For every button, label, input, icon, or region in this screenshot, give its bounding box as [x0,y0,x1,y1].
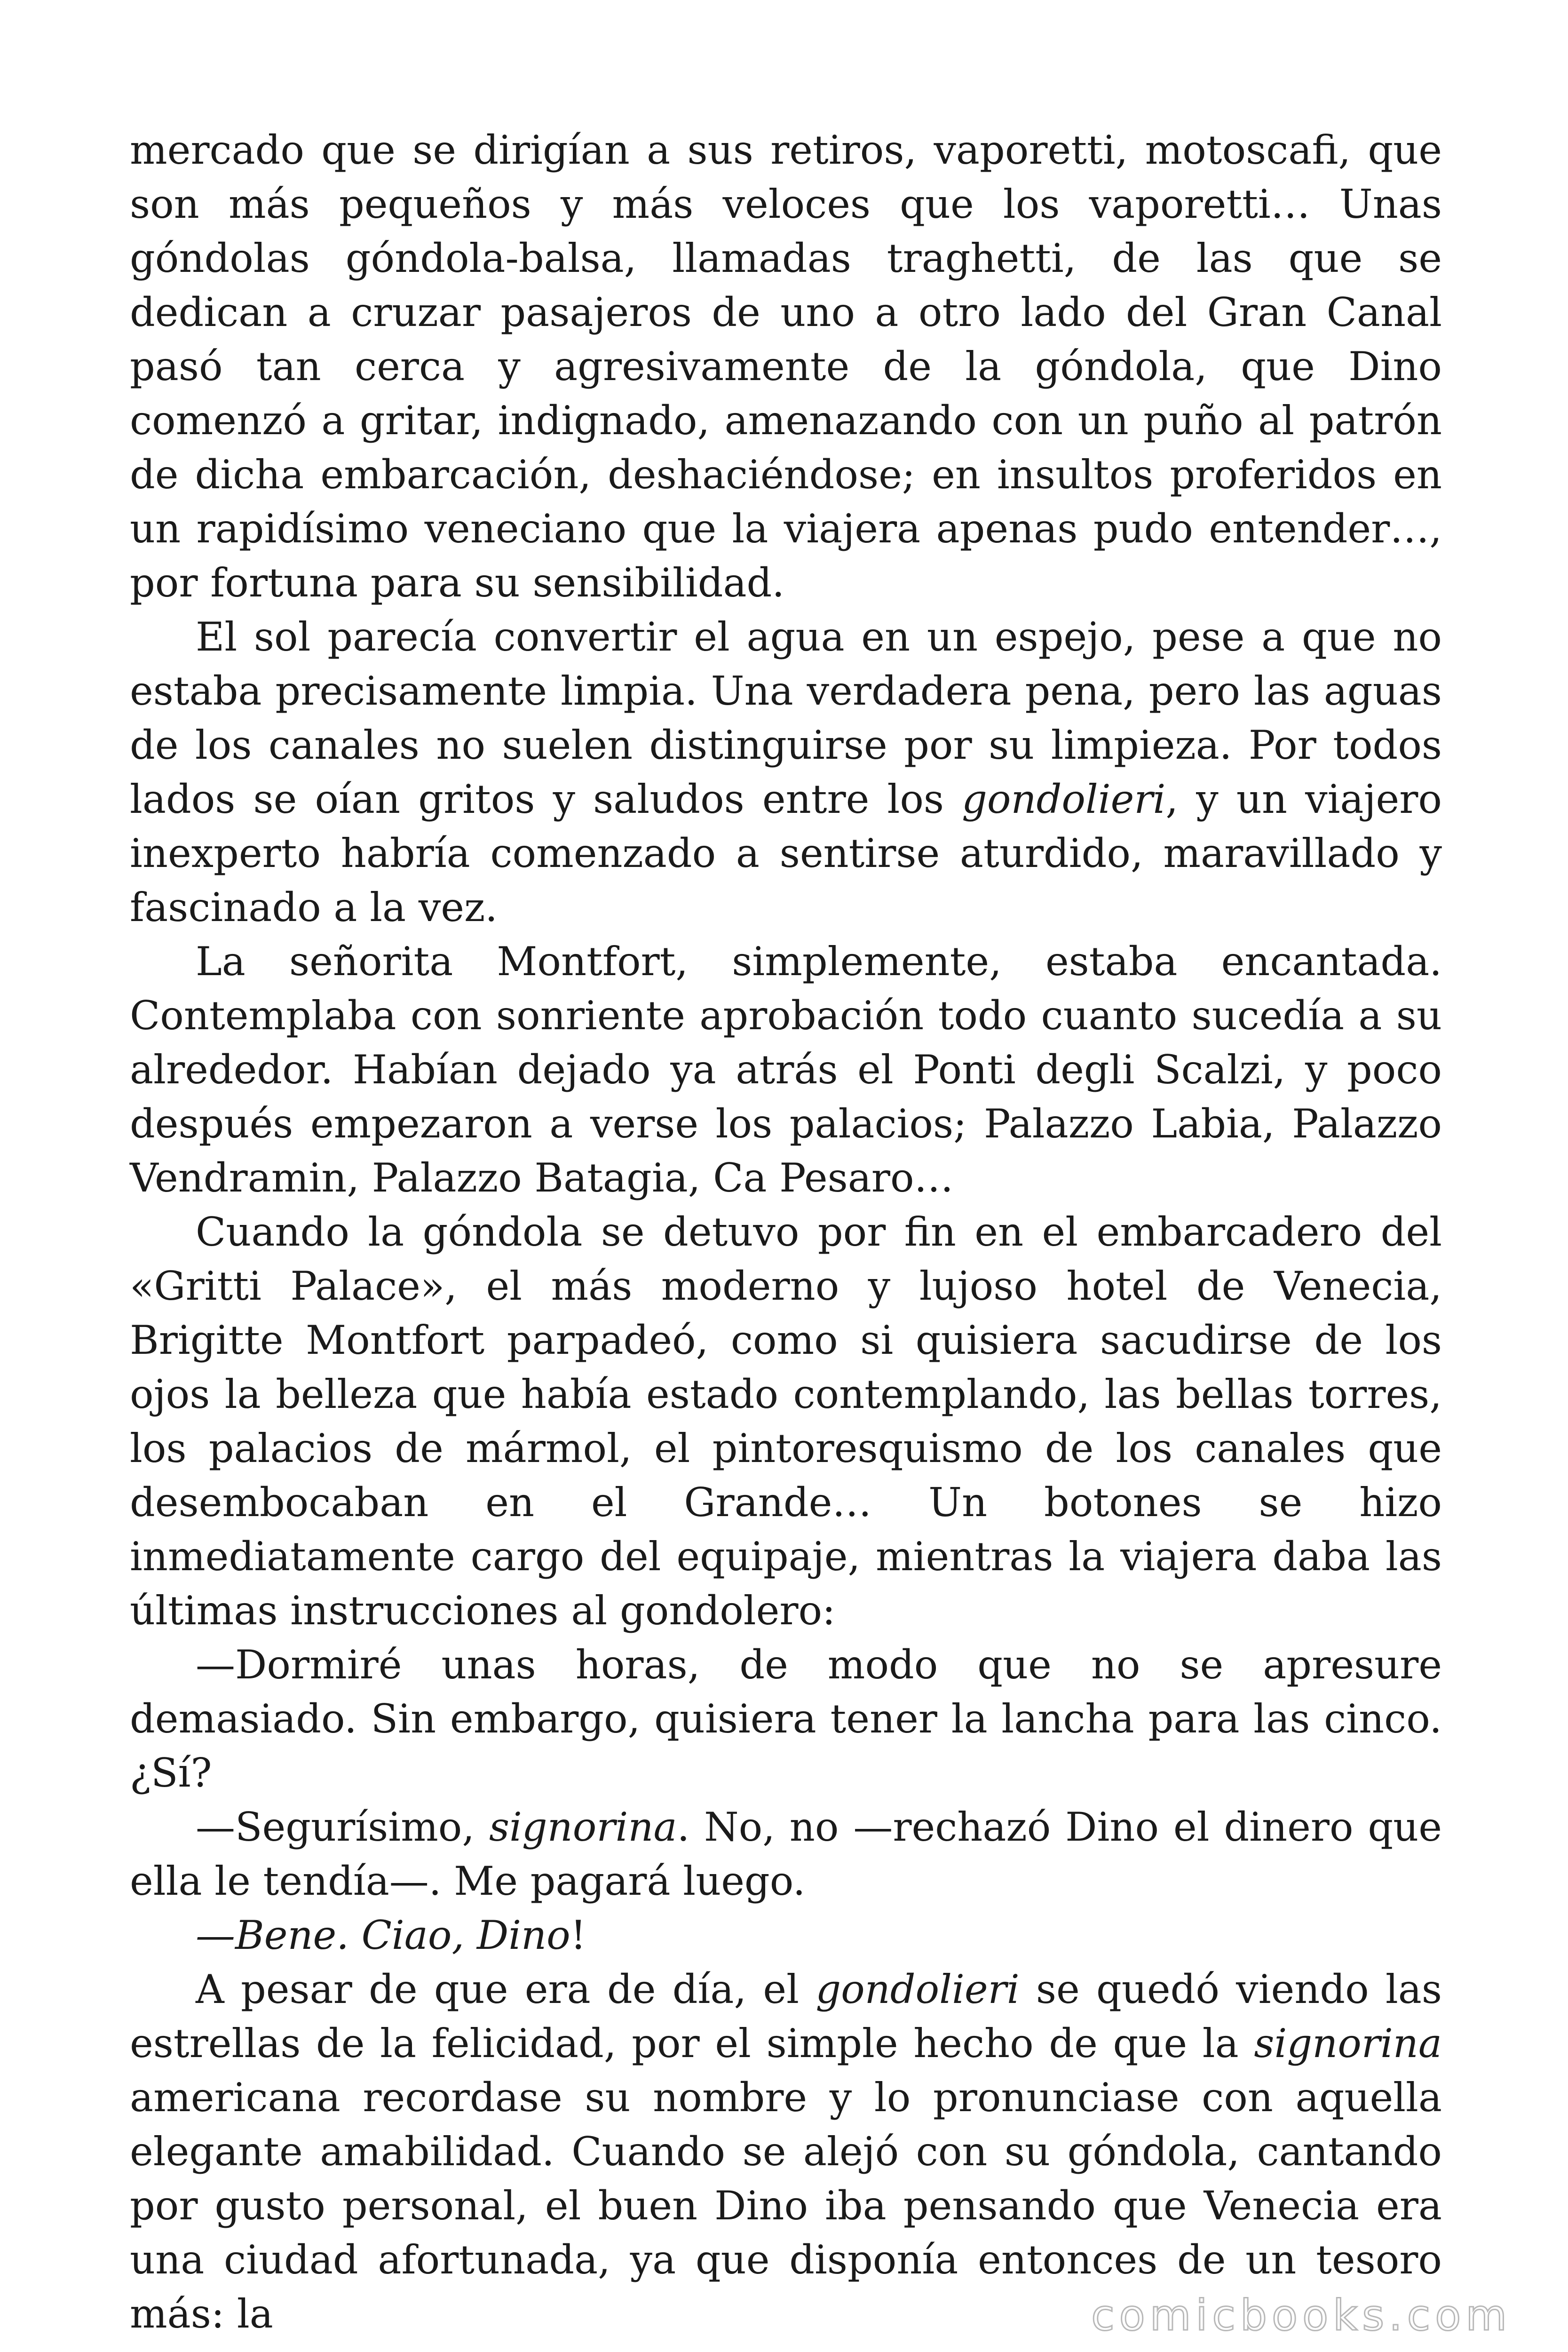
paragraph [130,1205,1442,1638]
paragraph [130,1963,1442,2341]
paragraph [130,1908,1442,1963]
text-segment: mercado que se dirigían a sus retiros, vaporetti, motoscafi, que son más pequeños y más veloces que los vaporetti… Unas góndolas góndola-balsa, llamadas traghetti, de las que se dedican a cruzar pasajeros de uno a otro lado del Gran Canal pasó tan cerca y agresivamente de la góndola, que Dino comenzó a gritar, indignado, amenazando con un puño al patrón de dicha embarcación, deshaciéndose; en insultos proferidos en un rapidísimo veneciano que la viajera apenas pudo entender…, por fortuna para su sensibilidad. [130,127,1442,606]
watermark: comicbooks.com [1091,2291,1512,2340]
text-segment: ! [570,1912,586,1958]
italic-text: —Bene. Ciao, Dino [196,1912,570,1958]
paragraph [130,123,1442,610]
italic-text: signorina [1254,2020,1442,2066]
paragraph [130,935,1442,1205]
text-segment: Cuando la góndola se detuvo por fin en el embarcadero del «Gritti Palace», el más moderno y lujoso hotel de Venecia, Brigitte Montfort parpadeó, como si quisiera sacudirse de los ojos la belleza que había estado contemplando, las bellas torres, los palacios de mármol, el pintoresquismo de los canales que desembocaban en el Grande… Un botones se hizo inmediatamente cargo del equipaje, mientras la viajera daba las últimas instrucciones al gondolero: [130,1209,1442,1634]
paragraph [130,610,1442,935]
page-text [130,123,1442,2341]
italic-text: signorina [489,1804,677,1850]
italic-text: gondolieri [816,1966,1020,2012]
text-segment: A pesar de que era de día, el [196,1966,816,2012]
text-segment: La señorita Montfort, simplemente, estaba encantada. Contemplaba con sonriente aprobación todo cuanto sucedía a su alrededor. Habían dejado ya atrás el Ponti degli Scalzi, y poco después empezaron a verse los palacios; Palazzo Labia, Palazzo Vendramin, Palazzo Batagia, Ca Pesaro… [130,938,1442,1201]
text-segment: , y un viajero inexperto habría comenzado a sentirse aturdido, maravillado y fascinado a la vez. [130,776,1442,930]
text-segment: se quedó viendo las estrellas de la felicidad, por el simple hecho de que la [130,1966,1442,2066]
text-segment: El sol parecía convertir el agua en un espejo, pese a que no estaba precisamente limpia. Una verdadera pena, pero las aguas de los canales no suelen distinguirse por su limpieza. Por todos lados se oían gritos y saludos entre los [130,614,1442,822]
paragraph [130,1800,1442,1908]
text-segment: . No, no —rechazó Dino el dinero que ella le tendía—. Me pagará luego. [130,1804,1442,1904]
text-segment: —Dormiré unas horas, de modo que no se apresure demasiado. Sin embargo, quisiera tener la lancha para las cinco. ¿Sí? [130,1642,1442,1796]
text-segment: —Segurísimo, [196,1804,489,1850]
paragraph [130,1638,1442,1800]
italic-text: gondolieri [962,776,1166,822]
text-segment: americana recordase su nombre y lo pronunciase con aquella elegante amabilidad. Cuando se alejó con su góndola, cantando por gusto personal, el buen Dino iba pensando que Venecia era una ciudad afortunada, ya que disponía entonces de un tesoro más: la [130,2074,1442,2337]
